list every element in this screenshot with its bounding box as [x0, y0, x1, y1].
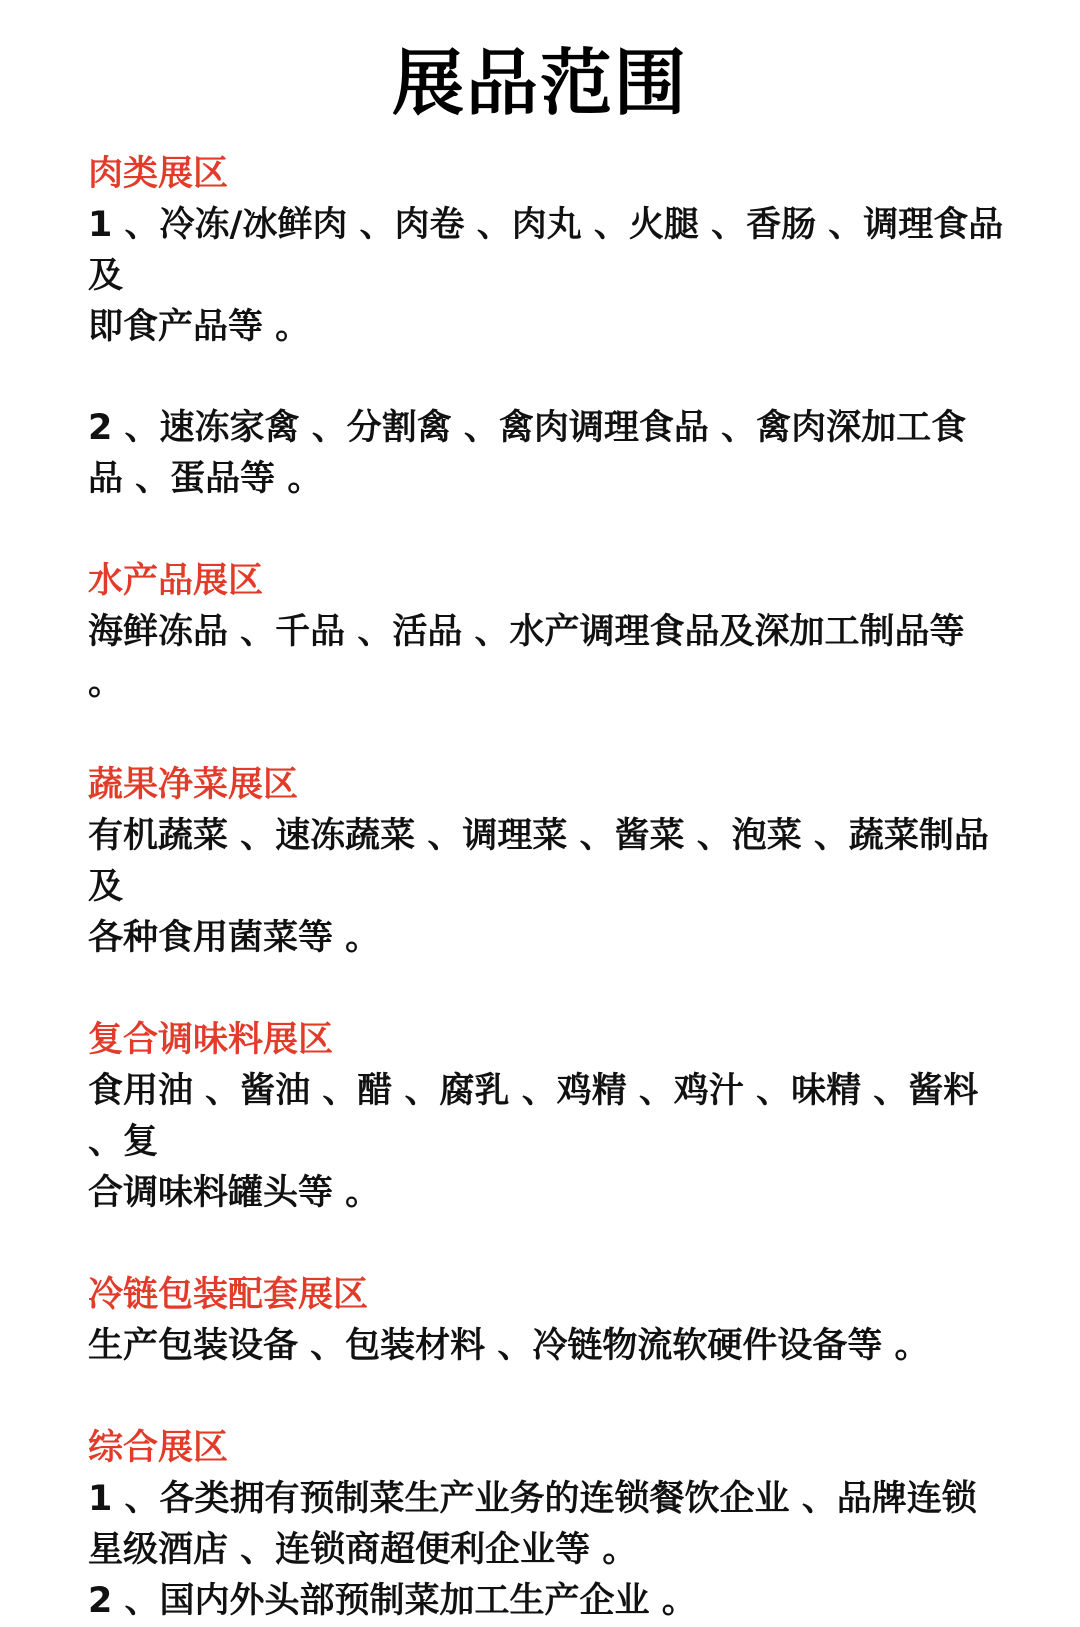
section-heading: 复合调味料展区 — [88, 1020, 334, 1060]
section-paragraph: 食用油 、酱油 、醋 、腐乳 、鸡精 、鸡汁 、味精 、酱料 、复 合调味料罐头等 。 — [88, 1071, 979, 1213]
section-paragraph: 1 、冷冻/冰鲜肉 、肉卷 、肉丸 、火腿 、香肠 、调理食品及 即食产品等 。 — [88, 205, 1004, 347]
section-paragraph: 2 、速冻家禽 、分割禽 、禽肉调理食品 、禽肉深加工食 品 、蛋品等 。 — [88, 408, 967, 499]
exhibit-sections — [88, 148, 1008, 1627]
section-seasoning — [88, 1014, 1008, 1219]
section-comprehensive — [88, 1422, 1008, 1627]
section-packaging — [88, 1269, 1008, 1372]
section-heading: 蔬果净菜展区 — [88, 765, 299, 805]
section-heading: 肉类展区 — [88, 154, 229, 194]
section-paragraph: 2 、国内外头部预制菜加工生产企业 。 — [88, 1581, 697, 1621]
section-heading: 水产品展区 — [88, 561, 264, 601]
section-heading: 冷链包装配套展区 — [88, 1275, 369, 1315]
section-paragraph: 有机蔬菜 、速冻蔬菜 、调理菜 、酱菜 、泡菜 、蔬菜制品及 各种食用菌菜等 。 — [88, 816, 989, 958]
page-title: 展品范围 — [391, 41, 688, 125]
section-heading: 综合展区 — [88, 1428, 229, 1468]
section-paragraph: 海鲜冻品 、千品 、活品 、水产调理食品及深加工制品等 。 — [88, 612, 965, 703]
section-aquatic — [88, 555, 1008, 709]
section-paragraph: 1 、各类拥有预制菜生产业务的连锁餐饮企业 、品牌连锁 星级酒店 、连锁商超便利企业等 。 — [88, 1479, 977, 1570]
section-vegetable — [88, 759, 1008, 964]
section-paragraph: 生产包装设备 、包装材料 、冷链物流软硬件设备等 。 — [88, 1326, 930, 1366]
section-meat — [88, 148, 1008, 505]
